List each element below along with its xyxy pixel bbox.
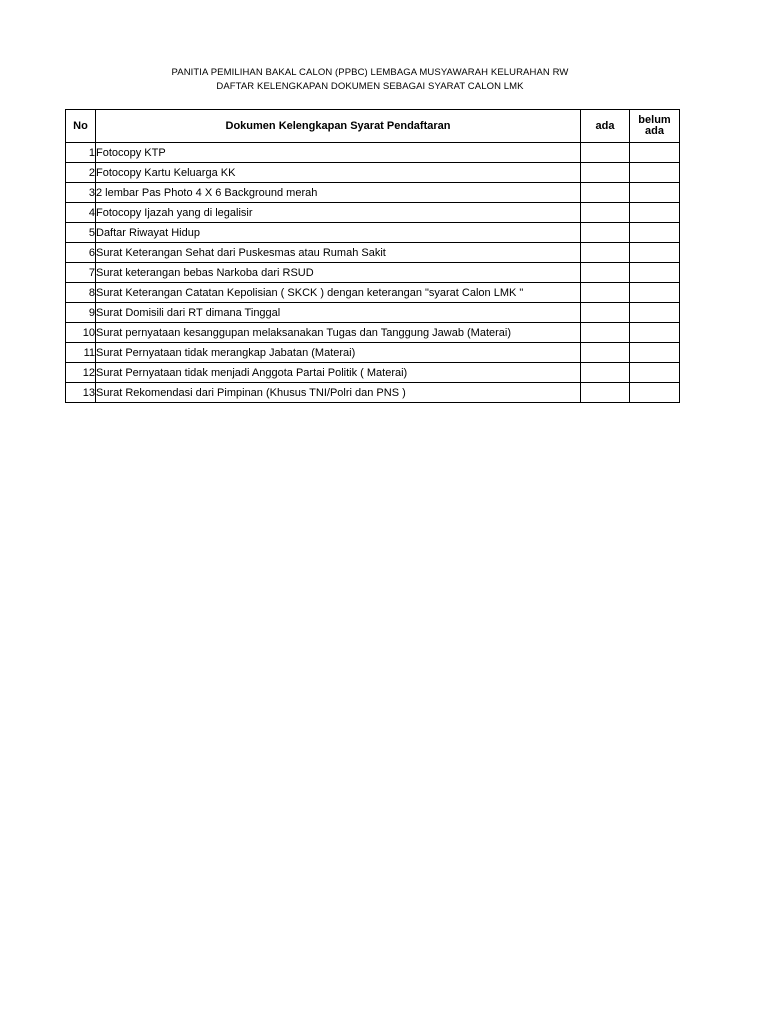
document-name: Surat keterangan bebas Narkoba dari RSUD: [96, 263, 581, 283]
ada-cell[interactable]: [581, 263, 630, 283]
row-number: 11: [66, 343, 96, 363]
document-name: Fotocopy Ijazah yang di legalisir: [96, 203, 581, 223]
document-name: Surat Keterangan Catatan Kepolisian ( SKCK ) dengan keterangan "syarat Calon LMK ": [96, 283, 581, 303]
document-header: [0, 66, 740, 94]
table-row: [66, 263, 680, 283]
table-row: [66, 223, 680, 243]
table-row: [66, 303, 680, 323]
column-header-document: Dokumen Kelengkapan Syarat Pendaftaran: [96, 110, 581, 143]
table-row: [66, 243, 680, 263]
document-name: Surat Domisili dari RT dimana Tinggal: [96, 303, 581, 323]
belum-ada-cell[interactable]: [630, 323, 680, 343]
ada-cell[interactable]: [581, 223, 630, 243]
row-number: 6: [66, 243, 96, 263]
ada-cell[interactable]: [581, 303, 630, 323]
ada-cell[interactable]: [581, 383, 630, 403]
table-row: [66, 343, 680, 363]
belum-ada-cell[interactable]: [630, 203, 680, 223]
belum-ada-cell[interactable]: [630, 283, 680, 303]
document-name: Fotocopy KTP: [96, 143, 581, 163]
belum-ada-cell[interactable]: [630, 303, 680, 323]
table-row: [66, 323, 680, 343]
header-title: PANITIA PEMILIHAN BAKAL CALON (PPBC) LEMBAGA MUSYAWARAH KELURAHAN RW: [171, 67, 569, 78]
belum-ada-cell[interactable]: [630, 143, 680, 163]
document-name: Surat pernyataan kesanggupan melaksanakan Tugas dan Tanggung Jawab (Materai): [96, 323, 581, 343]
ada-cell[interactable]: [581, 163, 630, 183]
ada-cell[interactable]: [581, 203, 630, 223]
belum-ada-cell[interactable]: [630, 263, 680, 283]
table-row: [66, 203, 680, 223]
row-number: 8: [66, 283, 96, 303]
document-name: Surat Pernyataan tidak menjadi Anggota Partai Politik ( Materai): [96, 363, 581, 383]
table-row: [66, 283, 680, 303]
ada-cell[interactable]: [581, 183, 630, 203]
row-number: 5: [66, 223, 96, 243]
column-header-ada: ada: [581, 110, 630, 143]
row-number: 7: [66, 263, 96, 283]
document-name: Surat Pernyataan tidak merangkap Jabatan (Materai): [96, 343, 581, 363]
ada-cell[interactable]: [581, 323, 630, 343]
belum-ada-cell[interactable]: [630, 343, 680, 363]
belum-ada-cell[interactable]: [630, 223, 680, 243]
row-number: 4: [66, 203, 96, 223]
document-name: Daftar Riwayat Hidup: [96, 223, 581, 243]
ada-cell[interactable]: [581, 343, 630, 363]
ada-cell[interactable]: [581, 363, 630, 383]
header-subtitle: DAFTAR KELENGKAPAN DOKUMEN SEBAGAI SYARAT CALON LMK: [216, 81, 524, 92]
belum-ada-cell[interactable]: [630, 163, 680, 183]
row-number: 9: [66, 303, 96, 323]
table-row: [66, 363, 680, 383]
ada-cell[interactable]: [581, 243, 630, 263]
table-row: [66, 383, 680, 403]
ada-cell[interactable]: [581, 283, 630, 303]
row-number: 10: [66, 323, 96, 343]
document-name: Fotocopy Kartu Keluarga KK: [96, 163, 581, 183]
document-checklist-table: [65, 109, 680, 403]
row-number: 2: [66, 163, 96, 183]
row-number: 1: [66, 143, 96, 163]
belum-ada-cell[interactable]: [630, 383, 680, 403]
row-number: 12: [66, 363, 96, 383]
column-header-belum-ada: belum ada: [630, 110, 680, 143]
document-name: Surat Rekomendasi dari Pimpinan (Khusus TNI/Polri dan PNS ): [96, 383, 581, 403]
table-header-row: [66, 110, 680, 143]
belum-ada-cell[interactable]: [630, 363, 680, 383]
column-header-no: No: [66, 110, 96, 143]
belum-ada-cell[interactable]: [630, 243, 680, 263]
document-name: Surat Keterangan Sehat dari Puskesmas atau Rumah Sakit: [96, 243, 581, 263]
belum-ada-cell[interactable]: [630, 183, 680, 203]
table-row: [66, 143, 680, 163]
row-number: 13: [66, 383, 96, 403]
table-row: [66, 183, 680, 203]
row-number: 3: [66, 183, 96, 203]
document-name: 2 lembar Pas Photo 4 X 6 Background merah: [96, 183, 581, 203]
ada-cell[interactable]: [581, 143, 630, 163]
table-row: [66, 163, 680, 183]
